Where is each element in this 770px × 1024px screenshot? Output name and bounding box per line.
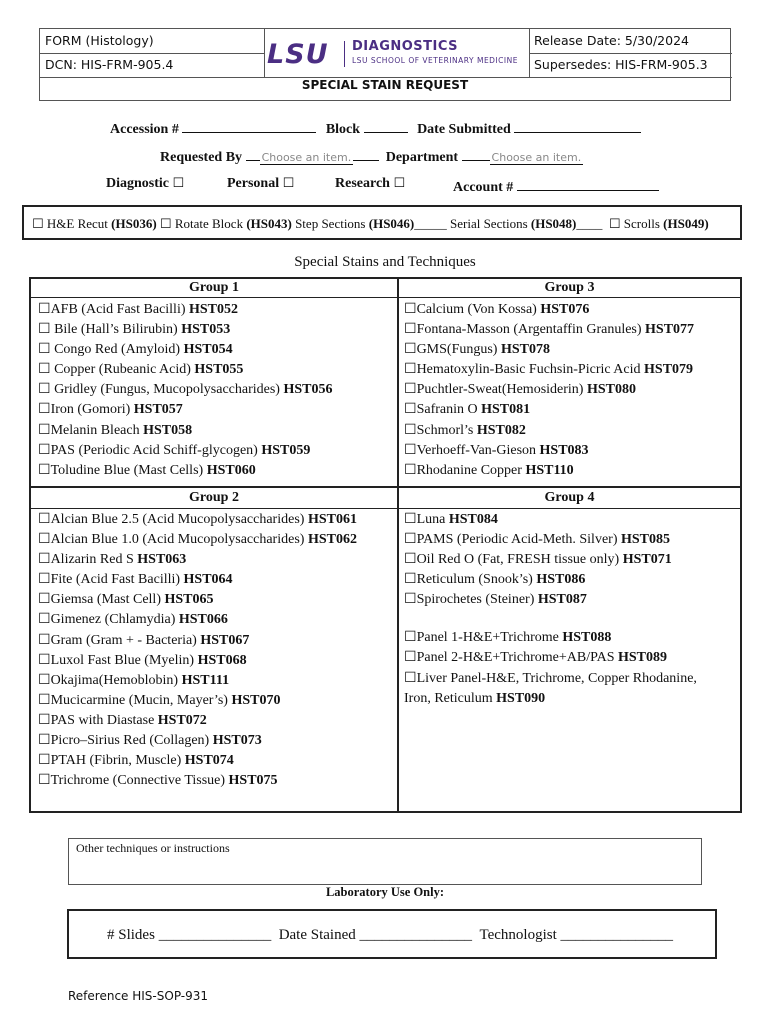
stain-name: GMS(Fungus) bbox=[416, 342, 501, 358]
stain-item[interactable] bbox=[38, 590, 357, 610]
stain-code: HST072 bbox=[157, 712, 207, 728]
stain-checkbox[interactable]: ☐ bbox=[38, 422, 51, 438]
liver-panel-checkbox[interactable]: ☐ bbox=[404, 671, 417, 686]
requested-row bbox=[160, 146, 583, 166]
account-field[interactable] bbox=[517, 176, 659, 191]
stain-name: Giemsa (Mast Cell) bbox=[50, 592, 165, 608]
stain-code: HST085 bbox=[620, 532, 670, 548]
stain-item[interactable] bbox=[38, 300, 332, 320]
stain-checkbox[interactable]: ☐ bbox=[404, 532, 417, 548]
rotate-block-code: (HS043) bbox=[246, 216, 292, 231]
stain-name: Gridley (Fungus, Mucopolysaccharides) bbox=[54, 382, 284, 398]
stain-name: Toludine Blue (Mast Cells) bbox=[50, 462, 207, 478]
stain-code: HST070 bbox=[231, 692, 281, 708]
group-3-list bbox=[404, 300, 694, 481]
stain-checkbox[interactable]: ☐ bbox=[38, 342, 55, 358]
stain-code: HST082 bbox=[476, 422, 526, 438]
stain-checkbox[interactable]: ☐ bbox=[404, 462, 417, 478]
stain-code: HST086 bbox=[536, 572, 586, 588]
stain-checkbox[interactable]: ☐ bbox=[38, 382, 55, 398]
group-4-list bbox=[404, 510, 672, 610]
stain-code: HST075 bbox=[228, 773, 278, 789]
accession-label: Accession # bbox=[110, 122, 179, 137]
stain-name: Fite (Acid Fast Bacilli) bbox=[50, 572, 184, 588]
stain-code: HST067 bbox=[200, 632, 250, 648]
date-submitted-label: Date Submitted bbox=[417, 122, 511, 137]
stain-code: HST066 bbox=[178, 612, 228, 628]
lab-use-box bbox=[67, 909, 717, 959]
stain-code: HST065 bbox=[164, 592, 214, 608]
department-label: Department bbox=[385, 150, 459, 165]
lab-use-title: Laboratory Use Only: bbox=[325, 885, 445, 899]
stain-item[interactable] bbox=[404, 570, 672, 590]
stain-checkbox[interactable]: ☐ bbox=[404, 402, 417, 418]
stain-code: HST089 bbox=[618, 650, 668, 666]
stain-code: HST060 bbox=[206, 462, 256, 478]
stain-item[interactable] bbox=[404, 441, 694, 461]
stain-checkbox[interactable]: ☐ bbox=[38, 362, 55, 378]
stain-item[interactable] bbox=[38, 751, 357, 771]
stain-item[interactable] bbox=[38, 771, 357, 791]
group-3-title: Group 3 bbox=[544, 280, 595, 295]
stain-code: HST064 bbox=[183, 572, 233, 588]
he-recut-label: H&E Recut bbox=[46, 216, 108, 231]
stain-checkbox[interactable]: ☐ bbox=[404, 302, 417, 317]
stain-name: PAMS (Periodic Acid-Meth. Silver) bbox=[416, 532, 621, 548]
stain-checkbox[interactable]: ☐ bbox=[404, 342, 417, 358]
stain-checkbox[interactable]: ☐ bbox=[404, 512, 417, 527]
stain-code: HST081 bbox=[481, 402, 531, 418]
serial-sections-label: Serial Sections bbox=[450, 216, 528, 231]
block-field[interactable] bbox=[364, 118, 408, 133]
other-instructions-field[interactable] bbox=[68, 838, 702, 885]
stain-name: Spirochetes (Steiner) bbox=[416, 592, 538, 608]
he-recut-code: (HS036) bbox=[111, 216, 157, 231]
stain-name: Verhoeff-Van-Gieson bbox=[416, 442, 540, 458]
stain-name: Trichrome (Connective Tissue) bbox=[50, 773, 229, 789]
stain-item[interactable] bbox=[404, 590, 672, 610]
date-submitted-field[interactable] bbox=[514, 118, 641, 133]
header-divider bbox=[264, 29, 265, 77]
diagnostic-option[interactable]: Diagnostic ☐ bbox=[106, 176, 185, 191]
step-sections-field[interactable]: _____ bbox=[414, 216, 447, 231]
stain-name: Hematoxylin-Basic Fuchsin-Picric Acid bbox=[416, 362, 645, 378]
stain-checkbox[interactable]: ☐ bbox=[404, 552, 417, 568]
stain-code: HST078 bbox=[500, 342, 550, 358]
stain-item[interactable] bbox=[404, 550, 672, 570]
stain-checkbox[interactable]: ☐ bbox=[38, 512, 51, 527]
stain-item[interactable] bbox=[38, 421, 332, 441]
stain-code: HST054 bbox=[183, 342, 233, 358]
stain-name: Oil Red O (Fat, FRESH tissue only) bbox=[416, 552, 623, 568]
form-header: FORM (Histology) DCN: HIS-FRM-905.4 Release Date: 5/30/2024 Supersedes: HIS-FRM-905.3 LSU DIAGNOSTICS LSU SCHOOL OF VETERINARY MEDICINE SPECIAL STAIN REQUEST bbox=[39, 28, 731, 101]
stain-name: Luxol Fast Blue (Myelin) bbox=[50, 652, 198, 668]
stain-checkbox[interactable]: ☐ bbox=[38, 322, 55, 338]
stain-checkbox[interactable]: ☐ bbox=[38, 753, 51, 769]
grid-divider bbox=[31, 508, 740, 509]
stain-item[interactable] bbox=[38, 530, 357, 550]
step-sections-code: (HS046) bbox=[368, 216, 415, 231]
stain-code: HST077 bbox=[645, 322, 695, 338]
stain-item[interactable] bbox=[38, 550, 357, 570]
stain-checkbox[interactable]: ☐ bbox=[404, 322, 417, 338]
stain-name: PAS with Diastase bbox=[50, 712, 158, 728]
stain-name: Puchtler-Sweat(Hemosiderin) bbox=[416, 382, 587, 398]
group-1-title: Group 1 bbox=[189, 280, 239, 295]
stain-item[interactable] bbox=[38, 340, 332, 360]
date-stained-label: Date Stained bbox=[278, 927, 356, 943]
stain-name: Panel 2-H&E+Trichrome+AB/PAS bbox=[416, 650, 618, 666]
stain-checkbox[interactable]: ☐ bbox=[38, 552, 51, 568]
stain-name: Safranin O bbox=[416, 402, 482, 418]
stain-name: Gram (Gram + - Bacteria) bbox=[50, 632, 201, 648]
stain-item[interactable] bbox=[404, 648, 667, 668]
stain-item[interactable] bbox=[38, 380, 332, 400]
stain-item[interactable] bbox=[38, 461, 332, 481]
slides-field[interactable]: _______________ bbox=[158, 927, 272, 943]
stain-checkbox[interactable]: ☐ bbox=[38, 532, 51, 548]
technologist-field[interactable]: _______________ bbox=[560, 927, 674, 943]
stain-item[interactable] bbox=[404, 628, 667, 648]
stain-checkbox[interactable]: ☐ bbox=[38, 462, 51, 478]
account-label: Account # bbox=[453, 180, 514, 195]
stain-item[interactable] bbox=[38, 671, 357, 691]
stain-checkbox[interactable]: ☐ bbox=[38, 632, 51, 648]
stain-name: Alcian Blue 2.5 (Acid Mucopolysaccharides) bbox=[50, 512, 308, 527]
request-options-box bbox=[22, 205, 742, 240]
form-label: FORM (Histology) bbox=[45, 33, 154, 48]
stain-checkbox[interactable]: ☐ bbox=[404, 422, 417, 438]
stain-item[interactable] bbox=[404, 461, 694, 481]
stain-name: AFB (Acid Fast Bacilli) bbox=[50, 302, 189, 317]
stain-code: HST076 bbox=[540, 302, 590, 317]
stain-code: HST071 bbox=[622, 552, 672, 568]
stain-name: Alizarin Red S bbox=[50, 552, 138, 568]
requested-by-select[interactable]: Choose an item. bbox=[261, 151, 352, 164]
stain-code: HST058 bbox=[143, 422, 193, 438]
stain-checkbox[interactable]: ☐ bbox=[38, 652, 51, 668]
block-label: Block bbox=[325, 122, 361, 137]
personal-checkbox[interactable]: ☐ bbox=[282, 176, 295, 191]
scrolls-checkbox[interactable]: ☐ bbox=[608, 217, 621, 232]
stain-code: HST055 bbox=[194, 362, 244, 378]
stain-code: HST074 bbox=[184, 753, 234, 769]
grid-divider bbox=[397, 279, 399, 811]
stain-code: HST061 bbox=[307, 512, 357, 527]
grid-divider bbox=[31, 486, 740, 488]
requested-by-label: Requested By bbox=[160, 150, 243, 165]
stain-code: HST110 bbox=[525, 462, 574, 478]
department-select[interactable]: Choose an item. bbox=[491, 151, 582, 164]
stain-name: Gimenez (Chlamydia) bbox=[50, 612, 179, 628]
stain-code: HST083 bbox=[539, 442, 589, 458]
stain-code: HST057 bbox=[133, 402, 183, 418]
stain-name: Copper (Rubeanic Acid) bbox=[54, 362, 195, 378]
stain-code: HST056 bbox=[283, 382, 333, 398]
stain-item[interactable] bbox=[38, 510, 357, 530]
date-stained-field[interactable]: _______________ bbox=[359, 927, 472, 943]
stain-code: HST062 bbox=[307, 532, 357, 548]
technologist-label: Technologist bbox=[479, 927, 557, 943]
group-4-title: Group 4 bbox=[544, 490, 595, 505]
stain-checkbox[interactable]: ☐ bbox=[38, 402, 51, 418]
accession-field[interactable] bbox=[182, 118, 316, 133]
stain-checkbox[interactable]: ☐ bbox=[404, 442, 417, 458]
page-title: SPECIAL STAIN REQUEST bbox=[301, 78, 469, 92]
stain-code: HST059 bbox=[261, 442, 311, 458]
rotate-block-checkbox[interactable]: ☐ bbox=[159, 217, 172, 232]
stain-name: Bile (Hall’s Bilirubin) bbox=[54, 322, 182, 338]
stain-item[interactable] bbox=[38, 320, 332, 340]
stain-name: Congo Red (Amyloid) bbox=[54, 342, 184, 358]
stain-item[interactable] bbox=[38, 570, 357, 590]
liver-panel-item[interactable]: ☐Liver Panel-H&E, Trichrome, Copper Rhodanine, Iron, Reticulum HST090 bbox=[404, 671, 697, 707]
stain-name: Luna bbox=[416, 512, 449, 527]
research-option[interactable]: Research ☐ bbox=[335, 176, 406, 191]
scrolls-label: Scrolls bbox=[623, 216, 660, 231]
stain-name: Iron (Gomori) bbox=[50, 402, 134, 418]
stain-code: HST053 bbox=[181, 322, 231, 338]
step-sections-label: Step Sections bbox=[295, 216, 366, 231]
stain-checkbox[interactable]: ☐ bbox=[38, 612, 51, 628]
stain-checkbox[interactable]: ☐ bbox=[38, 712, 51, 728]
scrolls-code: (HS049) bbox=[663, 216, 709, 231]
stain-code: HST068 bbox=[197, 652, 247, 668]
stain-checkbox[interactable]: ☐ bbox=[38, 442, 51, 458]
stain-name: Schmorl’s bbox=[416, 422, 477, 438]
stain-checkbox[interactable]: ☐ bbox=[404, 630, 417, 645]
rotate-block-label: Rotate Block bbox=[174, 216, 244, 231]
stain-item[interactable] bbox=[38, 631, 357, 651]
stain-item[interactable] bbox=[404, 380, 694, 400]
stain-name: Rhodanine Copper bbox=[416, 462, 526, 478]
stain-checkbox[interactable]: ☐ bbox=[404, 592, 417, 608]
grid-divider bbox=[31, 297, 740, 298]
group-2-title: Group 2 bbox=[189, 490, 239, 505]
group-2-list bbox=[38, 510, 357, 791]
stain-item[interactable] bbox=[404, 530, 672, 550]
stain-item[interactable] bbox=[38, 711, 357, 731]
stain-checkbox[interactable]: ☐ bbox=[404, 650, 417, 666]
group-4-panels bbox=[404, 628, 667, 668]
stain-name: Melanin Bleach bbox=[50, 422, 144, 438]
stain-checkbox[interactable]: ☐ bbox=[404, 382, 417, 398]
stains-title: Special Stains and Techniques bbox=[294, 254, 476, 270]
stain-code: HST080 bbox=[586, 382, 636, 398]
stain-code: HST088 bbox=[562, 630, 612, 645]
stain-name: Panel 1-H&E+Trichrome bbox=[416, 630, 563, 645]
header-divider bbox=[529, 53, 732, 54]
stain-item[interactable] bbox=[404, 400, 694, 420]
stain-code: HST084 bbox=[448, 512, 498, 527]
group-1-list bbox=[38, 300, 332, 481]
stain-item[interactable] bbox=[404, 300, 694, 320]
other-instructions-label: Other techniques or instructions bbox=[76, 841, 230, 855]
stain-code: HST087 bbox=[537, 592, 587, 608]
accession-row bbox=[110, 118, 641, 138]
stain-checkbox[interactable]: ☐ bbox=[38, 592, 51, 608]
stain-name: PTAH (Fibrin, Muscle) bbox=[50, 753, 185, 769]
stain-checkbox[interactable]: ☐ bbox=[38, 572, 51, 588]
stain-name: Mucicarmine (Mucin, Mayer’s) bbox=[50, 692, 232, 708]
stain-code: HST052 bbox=[189, 302, 239, 317]
stain-item[interactable] bbox=[38, 731, 357, 751]
supersedes: Supersedes: HIS-FRM-905.3 bbox=[534, 57, 708, 72]
stain-name: Calcium (Von Kossa) bbox=[416, 302, 541, 317]
stain-checkbox[interactable]: ☐ bbox=[38, 672, 51, 688]
stain-name: Fontana-Masson (Argentaffin Granules) bbox=[416, 322, 646, 338]
personal-option[interactable]: Personal ☐ bbox=[227, 176, 295, 191]
slides-label: # Slides bbox=[107, 927, 155, 943]
he-recut-checkbox[interactable]: ☐ bbox=[32, 217, 44, 232]
stain-item[interactable] bbox=[404, 510, 672, 530]
stain-name: PAS (Periodic Acid Schiff-glycogen) bbox=[50, 442, 262, 458]
stain-code: HST063 bbox=[137, 552, 187, 568]
stain-name: Reticulum (Snook’s) bbox=[416, 572, 537, 588]
stain-checkbox[interactable]: ☐ bbox=[38, 302, 51, 317]
stain-checkbox[interactable]: ☐ bbox=[38, 692, 51, 708]
stain-checkbox[interactable]: ☐ bbox=[404, 362, 417, 378]
stain-item[interactable] bbox=[404, 360, 694, 380]
stain-checkbox[interactable]: ☐ bbox=[404, 572, 417, 588]
stain-item[interactable] bbox=[38, 651, 357, 671]
stain-item[interactable] bbox=[38, 400, 332, 420]
stain-item[interactable] bbox=[404, 421, 694, 441]
stain-name: Okajima(Hemoblobin) bbox=[50, 672, 182, 688]
release-date: Release Date: 5/30/2024 bbox=[534, 33, 689, 48]
stain-name: Alcian Blue 1.0 (Acid Mucopolysaccharides) bbox=[50, 532, 308, 548]
reference-footer: Reference HIS-SOP-931 bbox=[68, 989, 209, 1003]
stain-name: Picro–Sirius Red (Collagen) bbox=[50, 733, 213, 749]
stain-code: HST111 bbox=[181, 672, 230, 688]
stain-code: HST073 bbox=[212, 733, 262, 749]
stain-checkbox[interactable]: ☐ bbox=[38, 733, 51, 749]
stain-checkbox[interactable]: ☐ bbox=[38, 773, 51, 789]
stain-code: HST079 bbox=[644, 362, 694, 378]
stains-grid bbox=[29, 277, 742, 813]
stain-item[interactable] bbox=[404, 320, 694, 340]
stain-item[interactable] bbox=[38, 691, 357, 711]
stain-item[interactable] bbox=[38, 360, 332, 380]
research-checkbox[interactable]: ☐ bbox=[393, 176, 406, 191]
header-divider bbox=[40, 53, 264, 54]
account-row bbox=[453, 176, 659, 196]
dcn-label: DCN: HIS-FRM-905.4 bbox=[45, 57, 174, 72]
serial-sections-field[interactable]: ____ bbox=[576, 216, 603, 231]
stain-item[interactable] bbox=[38, 610, 357, 630]
stain-item[interactable] bbox=[404, 340, 694, 360]
stain-item[interactable] bbox=[38, 441, 332, 461]
diagnostic-checkbox[interactable]: ☐ bbox=[172, 176, 185, 191]
serial-sections-code: (HS048) bbox=[530, 216, 577, 231]
